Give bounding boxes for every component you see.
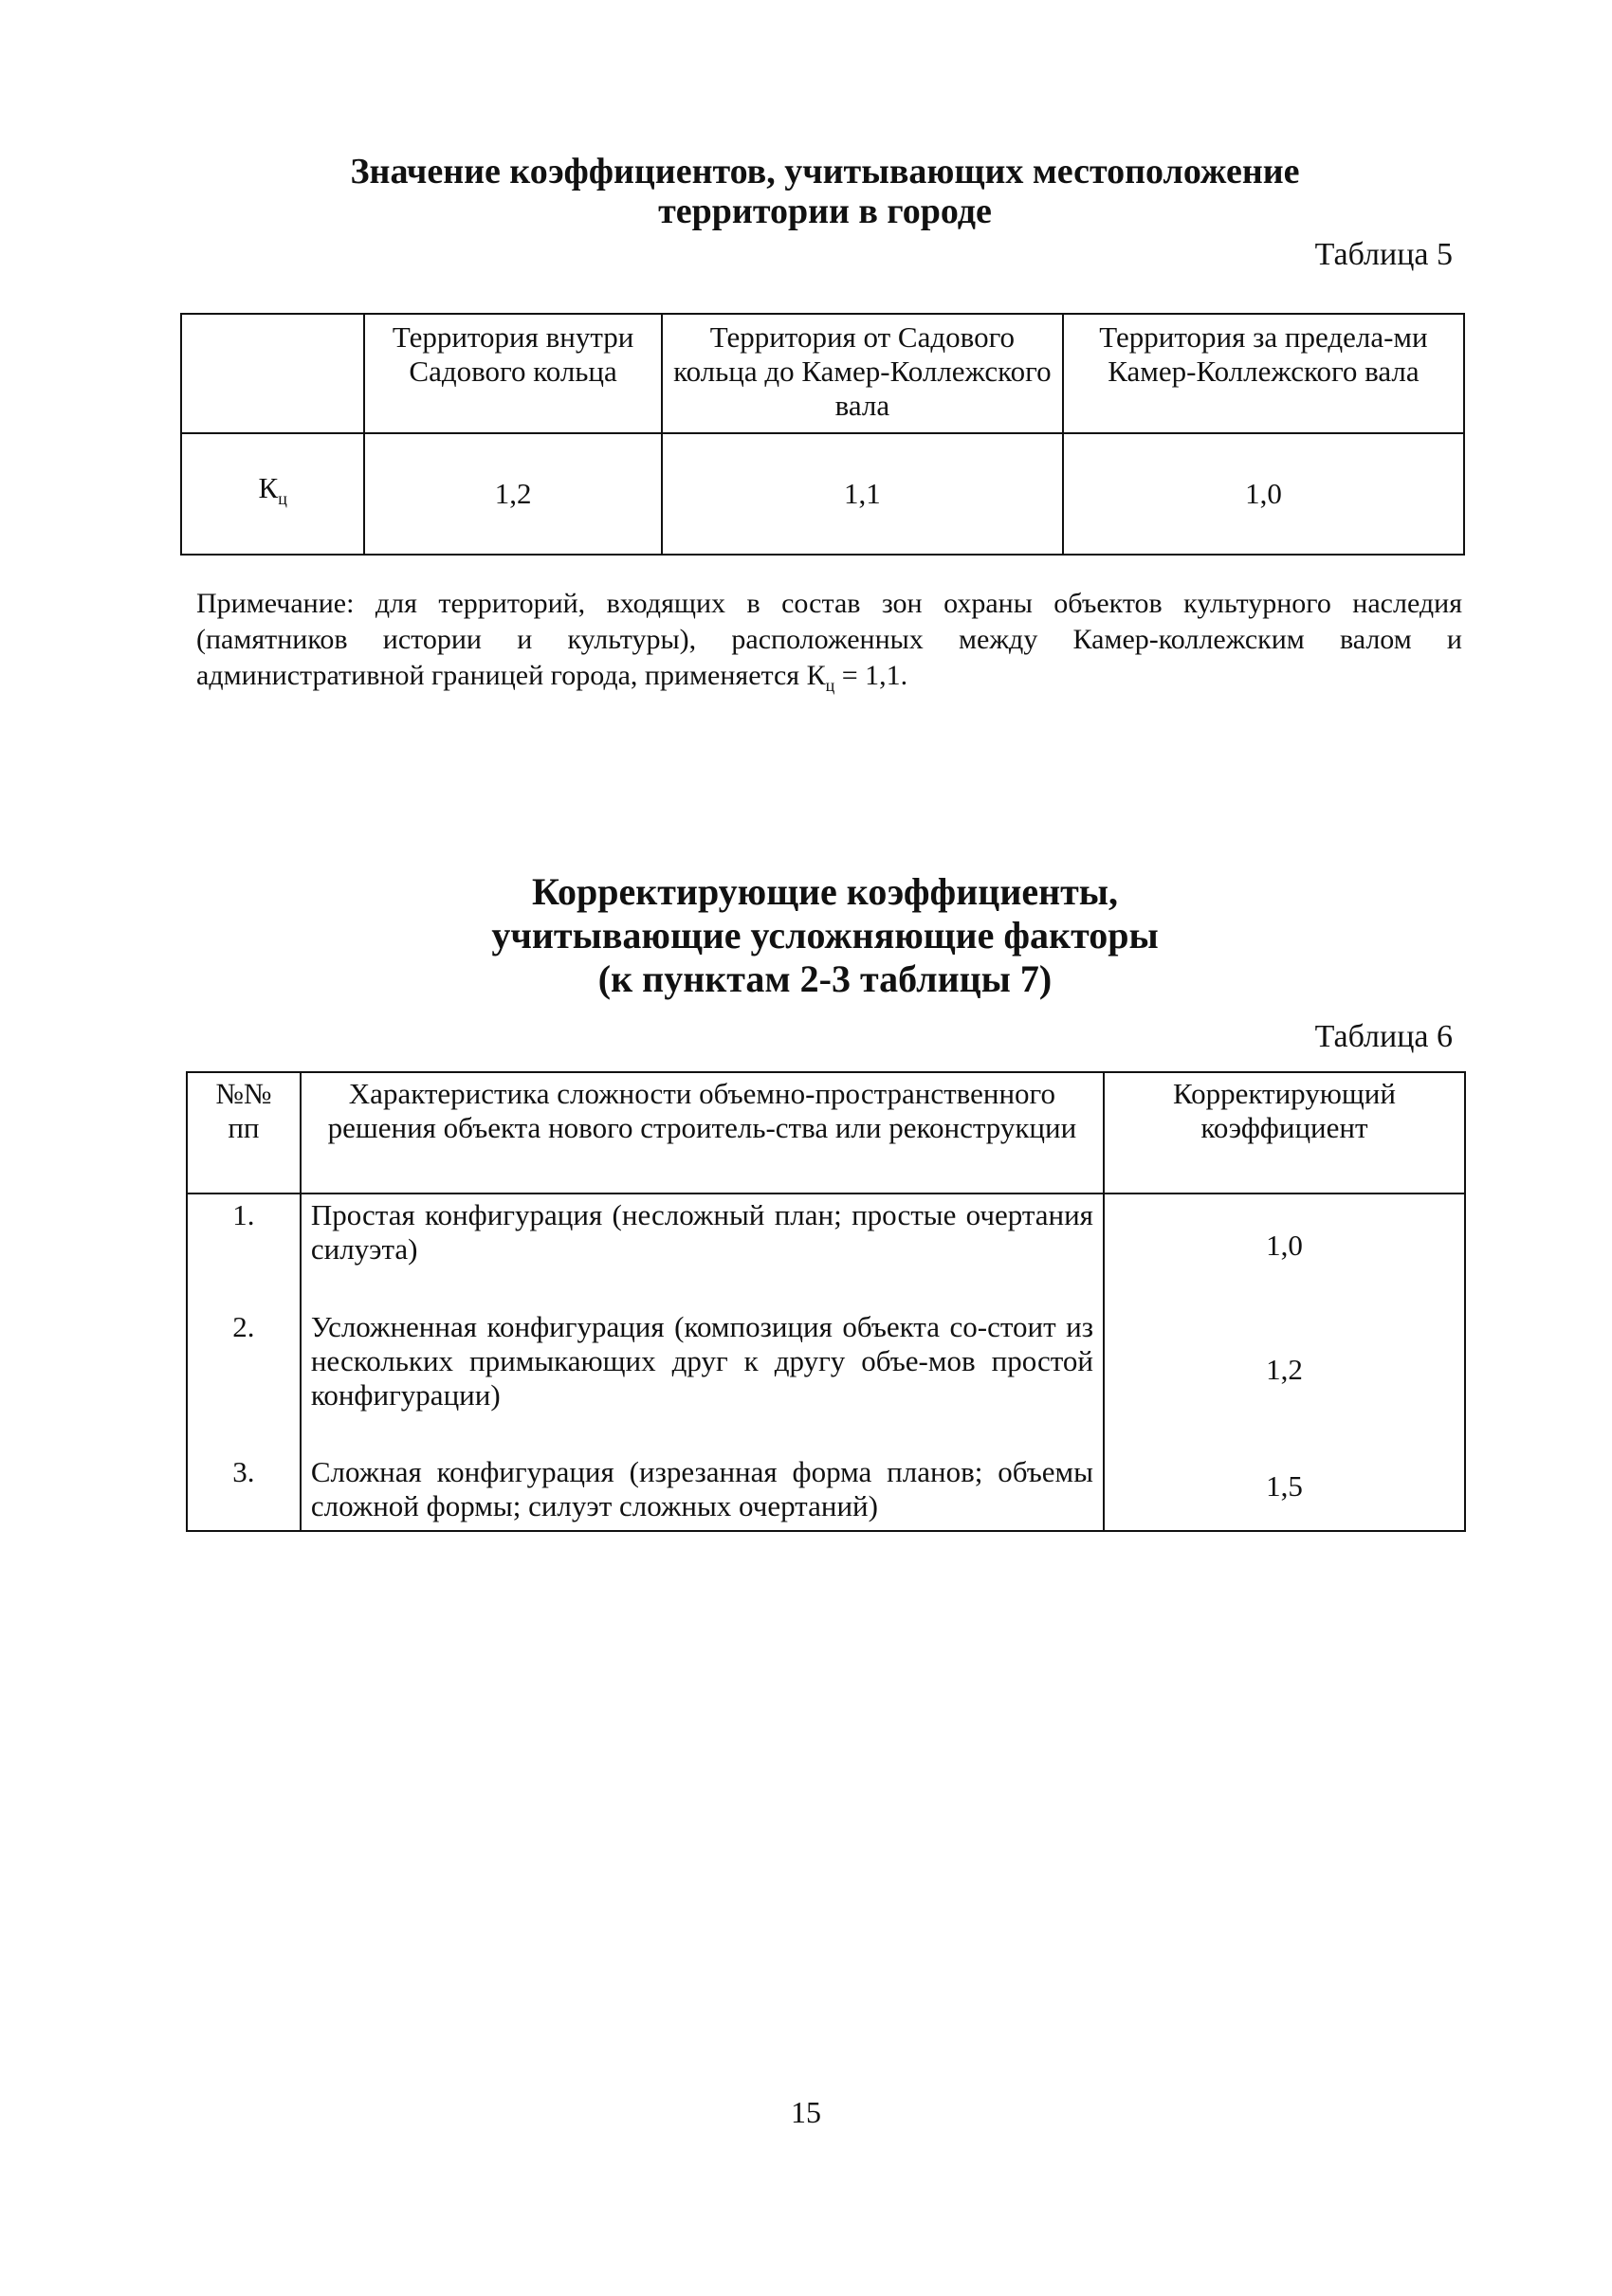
row-description: Сложная конфигурация (изрезанная форма планов; объемы сложной формы; силуэт сложных очертаний): [301, 1442, 1104, 1531]
table-row: [187, 1297, 1465, 1442]
row-description: Усложненная конфигурация (композиция объекта со-стоит из нескольких примыкающих друг к другу объе-мов простой конфигурации): [301, 1297, 1104, 1442]
table5-row-label: [181, 433, 364, 555]
table5-value-ring-to-val: 1,1: [662, 433, 1063, 555]
table6-header-num: №№ пп: [187, 1072, 301, 1194]
table6: [186, 1071, 1466, 1532]
table5-header-inner-ring: Территория внутри Садового кольца: [364, 314, 661, 433]
table5-title: [180, 152, 1470, 231]
row-description: Простая конфигурация (несложный план; простые очертания силуэта): [301, 1194, 1104, 1297]
row-coefficient: 1,5: [1104, 1442, 1465, 1531]
row-coefficient: 1,0: [1104, 1194, 1465, 1297]
table5-header-ring-to-val: Территория от Садового кольца до Камер-Коллежского вала: [662, 314, 1063, 433]
table6-title: [180, 870, 1470, 1001]
table-row: [187, 1442, 1465, 1531]
note-text: Примечание: для территорий, входящих в состав зон охраны объектов культурного наследия (памятников истории и культуры), расположенных между Камер-коллежским валом и административной границей города, применяется К: [196, 588, 1462, 691]
row-number: 1.: [187, 1194, 301, 1297]
row-number: 3.: [187, 1442, 301, 1531]
table5-header-beyond-val: Территория за предела-ми Камер-Коллежского вала: [1063, 314, 1464, 433]
note-text-end: = 1,1.: [834, 660, 908, 691]
row-coefficient: 1,2: [1104, 1297, 1465, 1442]
row-number: 2.: [187, 1297, 301, 1442]
table5-title-line1: Значение коэффициентов, учитывающих местоположение: [350, 152, 1300, 191]
table6-title-line1: Корректирующие коэффициенты,: [531, 870, 1119, 913]
note-subscript: ц: [825, 676, 835, 695]
coefficient-symbol: К: [258, 471, 279, 505]
table6-header-coefficient: Корректирующий коэффициент: [1104, 1072, 1465, 1194]
table5-label: Таблица 5: [1314, 237, 1453, 272]
table5-data-row: [181, 433, 1464, 555]
table6-header-characteristic: Характеристика сложности объемно-пространственного решения объекта нового строитель-ства или реконструкции: [301, 1072, 1104, 1194]
table5-title-line2: территории в городе: [658, 191, 992, 231]
table5-header-row: [181, 314, 1464, 433]
table6-title-line2: учитывающие усложняющие факторы: [491, 914, 1159, 957]
table6-title-line3: (к пунктам 2-3 таблицы 7): [597, 957, 1053, 1000]
table5: [180, 313, 1465, 556]
table6-header-row: [187, 1072, 1465, 1194]
table5-note: [196, 586, 1462, 703]
page-number: 15: [791, 2095, 821, 2129]
table5-value-beyond-val: 1,0: [1063, 433, 1464, 555]
table5-header-empty: [181, 314, 364, 433]
table6-label: Таблица 6: [1314, 1019, 1453, 1054]
table5-value-inner-ring: 1,2: [364, 433, 661, 555]
table-row: [187, 1194, 1465, 1297]
coefficient-subscript: ц: [278, 489, 287, 509]
